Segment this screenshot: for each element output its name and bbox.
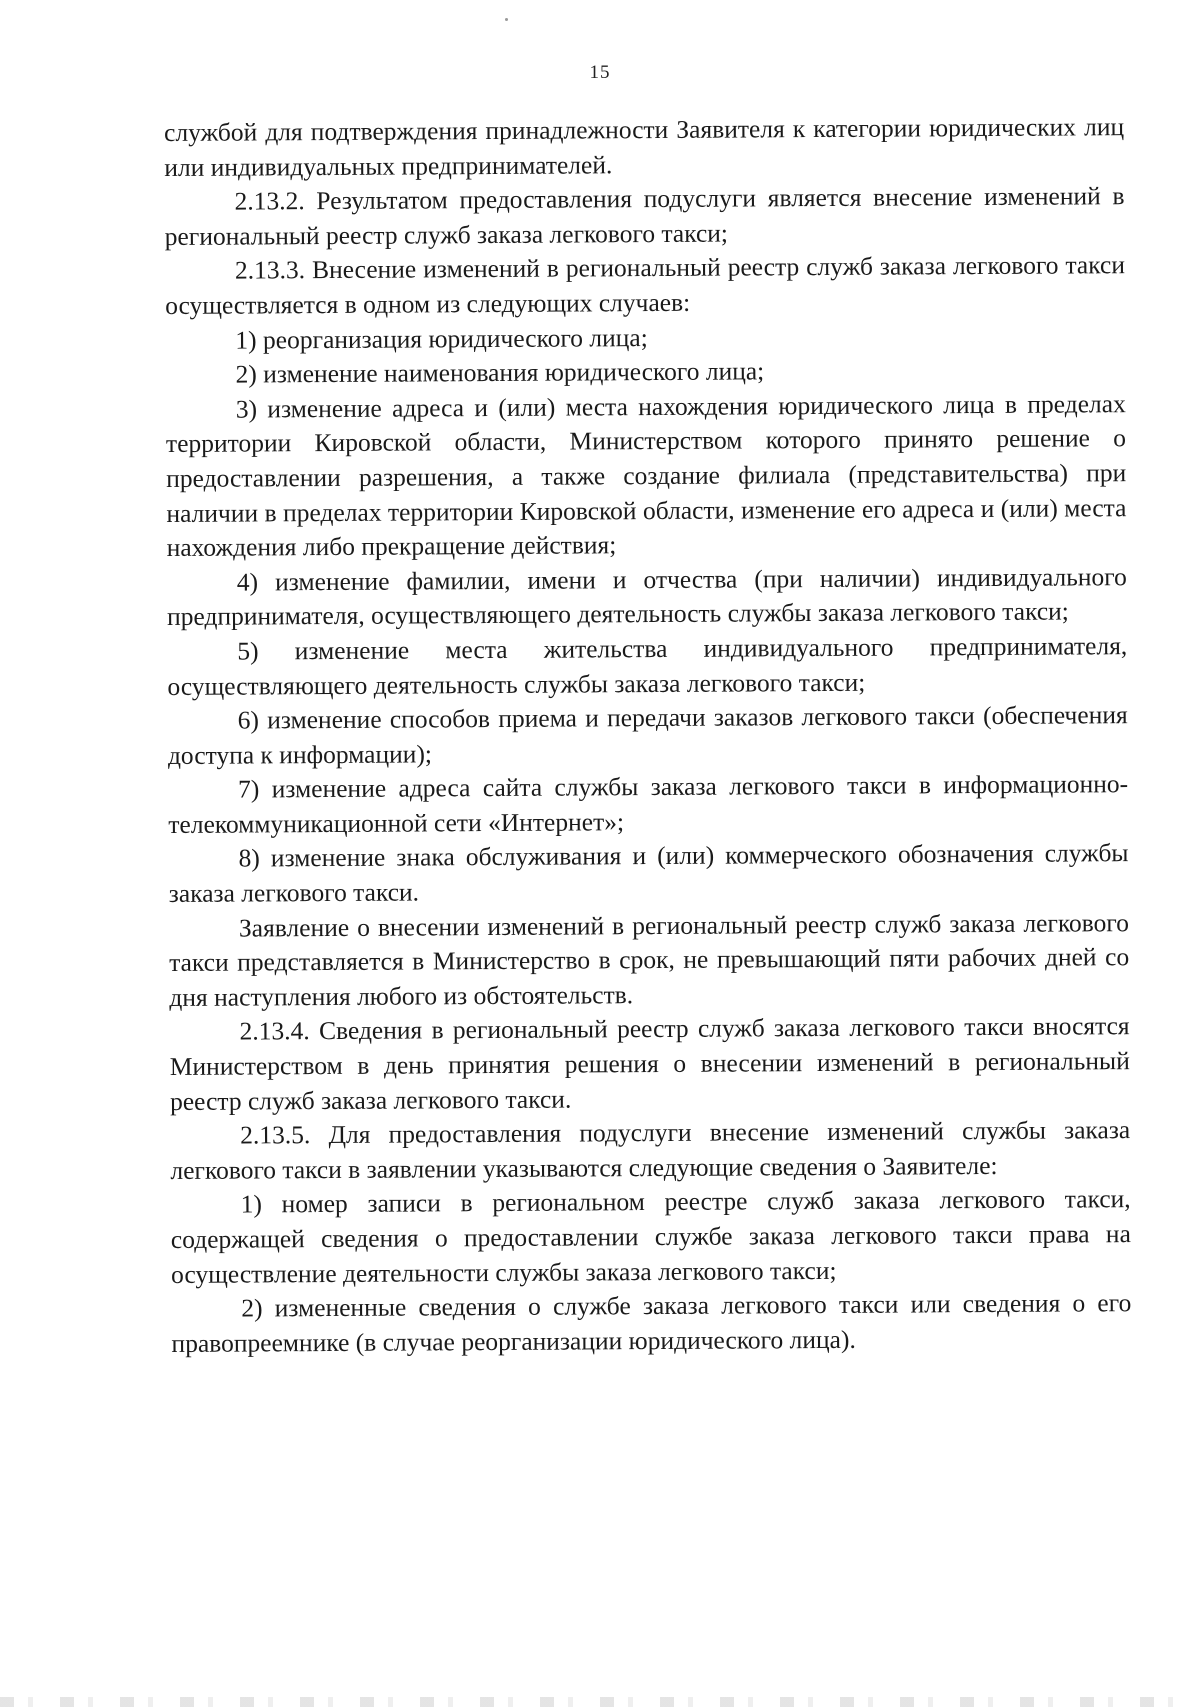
paragraph-2-13-4: 2.13.4. Сведения в региональный реестр служб заказа легкового такси вносятся Министерством в день принятия решения о внесении изменений в региональный реестр служб заказа легкового такси. — [169, 1011, 1130, 1116]
scan-artifact-dot — [505, 18, 508, 21]
paragraph-2-13-3: 2.13.3. Внесение изменений в региональный реестр служб заказа легкового такси осуществляется в одном из следующих случаев: — [165, 250, 1126, 320]
paragraph-2-13-2: 2.13.2. Результатом предоставления подуслуги является внесение изменений в региональный реестр служб заказа легкового такси; — [164, 181, 1125, 251]
list-item-6: 6) изменение способов приема и передачи заказов легкового такси (обеспечения доступа к информации); — [167, 700, 1128, 770]
paragraph-continuation: службой для подтверждения принадлежности Заявителя к категории юридических лиц или индивидуальных предпринимателей. — [164, 112, 1125, 182]
list-item-7: 7) изменение адреса сайта службы заказа легкового такси в информационно-телекоммуникационной сети «Интернет»; — [168, 769, 1129, 839]
list-item-4: 4) изменение фамилии, имени и отчества (при наличии) индивидуального предпринимателя, осуществляющего деятельность службы заказа легкового такси; — [166, 561, 1127, 632]
list-item-3: 3) изменение адреса и (или) места нахождения юридического лица в пределах территории Кировской области, Министерством которого принято решение о предоставлении разрешения, а также создание филиала (представительства) при наличии в пределах территории Кировской области, изменение его адреса и (или) места нахождения либо прекращение действия; — [165, 388, 1127, 563]
list-item-5: 5) изменение места жительства индивидуального предпринимателя, осуществляющего деятельность службы заказа легкового такси; — [167, 631, 1128, 701]
page-number: 15 — [589, 62, 611, 83]
list-item-1: 1) реорганизация юридического лица; — [235, 322, 648, 355]
applicant-info-item-1: 1) номер записи в региональном реестре служб заказа легкового такси, содержащей сведения о предоставлении службе заказа легкового такси права на осуществление деятельности службы заказа легкового такси; — [170, 1184, 1131, 1289]
paragraph-application-deadline: Заявление о внесении изменений в региональный реестр служб заказа легкового такси представляется в Министерство в срок, не превышающий пяти рабочих дней со дня наступления любого из обстоятельств. — [169, 907, 1130, 1012]
scan-bottom-edge — [0, 1697, 1200, 1707]
list-item-2: 2) изменение наименования юридического лица; — [235, 356, 765, 389]
applicant-info-item-2: 2) измененные сведения о службе заказа легкового такси или сведения о его правопреемнике (в случае реорганизации юридического лица). — [171, 1288, 1132, 1358]
list-item-8: 8) изменение знака обслуживания и (или) коммерческого обозначения службы заказа легкового такси. — [168, 838, 1129, 909]
document-body — [164, 110, 1132, 1361]
paragraph-2-13-5: 2.13.5. Для предоставления подуслуги внесение изменений службы заказа легкового такси в заявлении указываются следующие сведения о Заявителе: — [170, 1115, 1131, 1185]
